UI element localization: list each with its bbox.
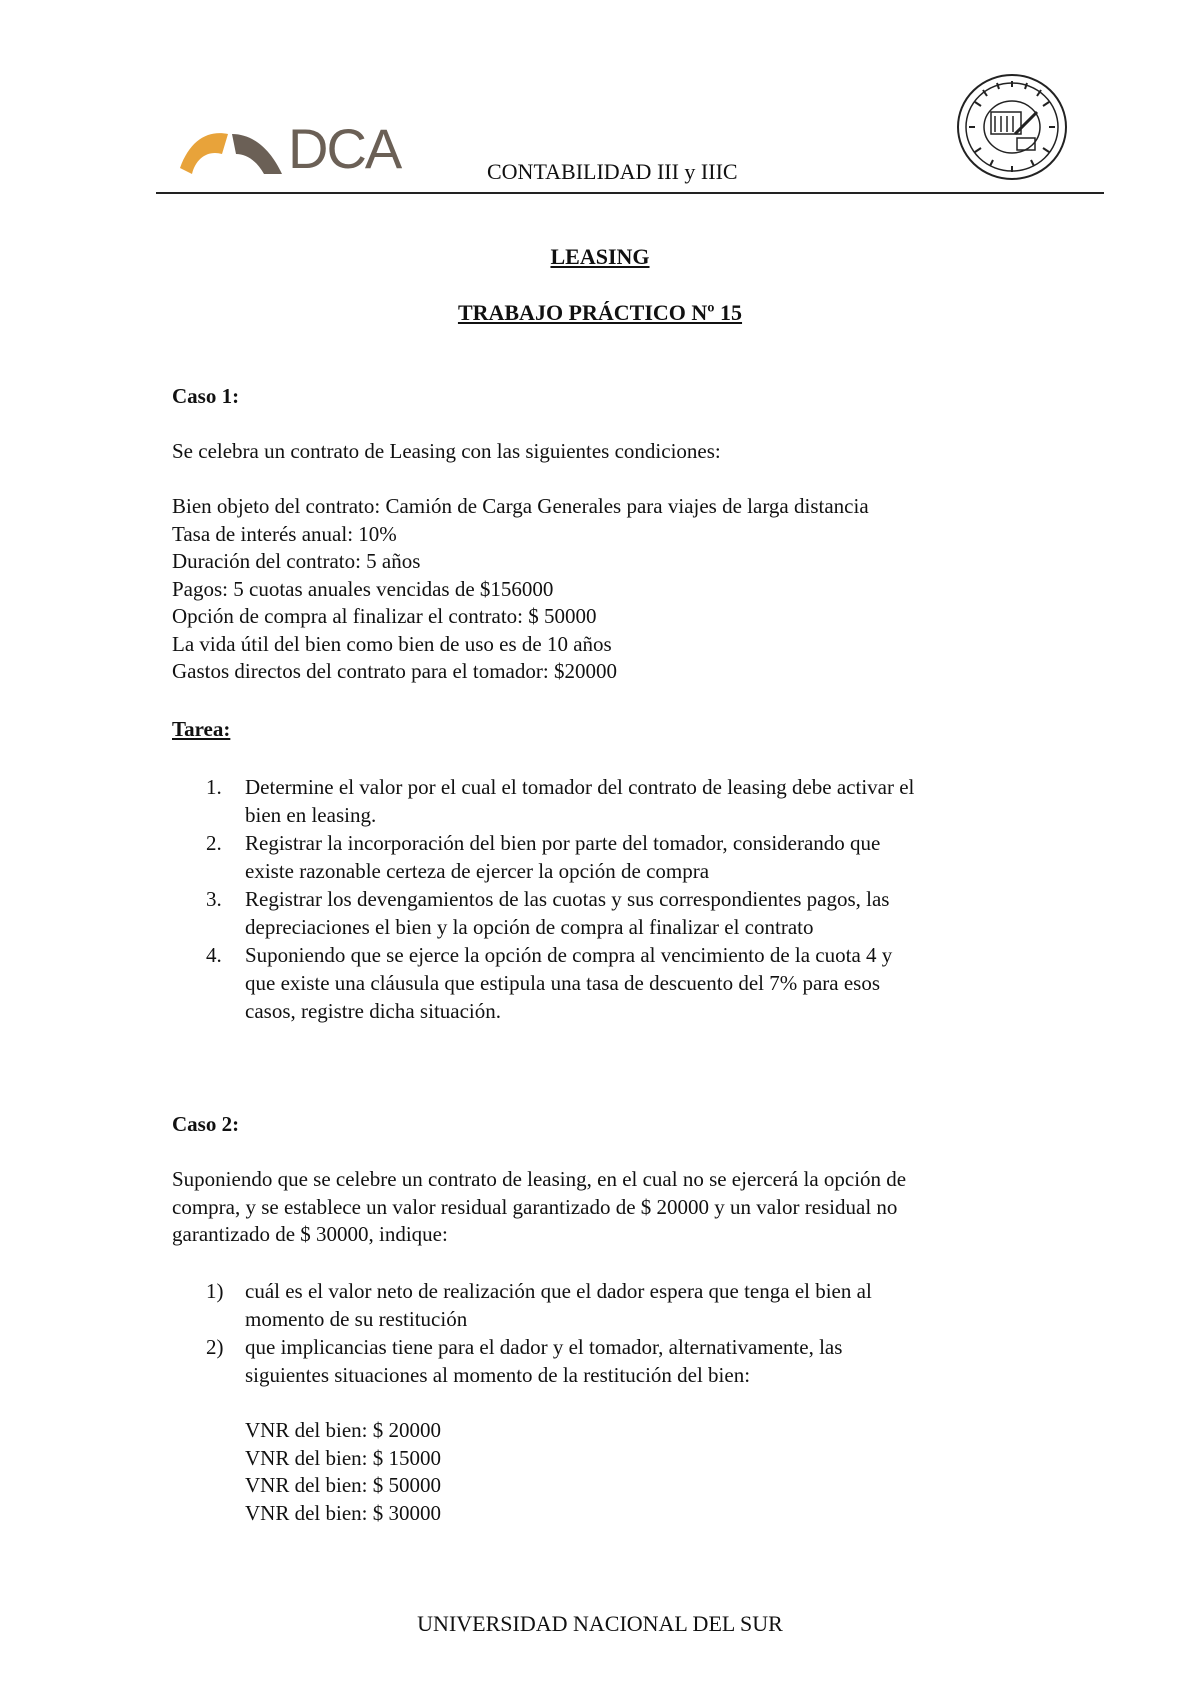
list-number: 1) [206, 1279, 224, 1303]
page-footer: UNIVERSIDAD NACIONAL DEL SUR [417, 1611, 783, 1636]
list-number: 3. [206, 887, 222, 911]
list-text: Registrar los devengamientos de las cuotas y sus correspondientes pagos, las [245, 887, 890, 911]
header-rule [156, 192, 1104, 194]
list-text: Registrar la incorporación del bien por parte del tomador, considerando que [245, 831, 881, 855]
list-text: siguientes situaciones al momento de la restitución del bien: [245, 1363, 751, 1387]
list-text: cuál es el valor neto de realización que el dador espera que tenga el bien al [245, 1279, 872, 1303]
page-title: LEASING [550, 244, 650, 269]
caso2-intro-line: Suponiendo que se celebre un contrato de leasing, en el cual no se ejercerá la opción de [172, 1167, 907, 1191]
tarea-heading: Tarea: [172, 717, 231, 741]
list-number: 1. [206, 775, 222, 799]
caso1-heading: Caso 1: [172, 384, 240, 408]
caso2-intro-line: compra, y se establece un valor residual garantizado de $ 20000 y un valor residual no [172, 1194, 898, 1219]
condition-line: Pagos: 5 cuotas anuales vencidas de $156000 [172, 576, 554, 601]
page-subtitle: TRABAJO PRÁCTICO Nº 15 [457, 300, 743, 325]
condition-line: Tasa de interés anual: 10% [172, 521, 397, 546]
university-seal-icon [955, 72, 1069, 182]
list-text: que implicancias tiene para el dador y el tomador, alternativamente, las [245, 1335, 843, 1359]
vnr-line: VNR del bien: $ 30000 [245, 1500, 441, 1525]
condition-line: La vida útil del bien como bien de uso es de 10 años [172, 631, 612, 656]
caso2-intro [172, 1166, 1042, 1249]
list-text: depreciaciones el bien y la opción de compra al finalizar el contrato [245, 915, 814, 939]
list-text: que existe una cláusula que estipula una tasa de descuento del 7% para esos [245, 971, 881, 995]
list-text: bien en leasing. [245, 803, 377, 827]
dca-logo-arcs [178, 118, 288, 180]
caso1-conditions [172, 493, 1042, 686]
list-text: Determine el valor por el cual el tomador del contrato de leasing debe activar el [245, 775, 915, 799]
list-text: existe razonable certeza de ejercer la opción de compra [245, 859, 710, 883]
list-text: momento de su restitución [245, 1307, 468, 1331]
logo-text: DCA [288, 117, 401, 180]
caso2-intro-line: garantizado de $ 30000, indique: [172, 1222, 448, 1246]
condition-line: Opción de compra al finalizar el contrato: $ 50000 [172, 604, 597, 628]
list-text: Suponiendo que se ejerce la opción de compra al vencimiento de la cuota 4 y [245, 943, 893, 967]
vnr-line: VNR del bien: $ 50000 [245, 1473, 441, 1497]
list-number: 2. [206, 831, 222, 855]
list-number: 2) [206, 1335, 224, 1359]
course-title: CONTABILIDAD III y IIIC [487, 159, 738, 184]
vnr-line: VNR del bien: $ 15000 [245, 1445, 441, 1470]
condition-line: Bien objeto del contrato: Camión de Carga Generales para viajes de larga distancia [172, 494, 869, 518]
list-number: 4. [206, 943, 222, 967]
caso1-intro: Se celebra un contrato de Leasing con las siguientes condiciones: [172, 439, 721, 463]
caso2-heading: Caso 2: [172, 1112, 240, 1136]
list-text: casos, registre dicha situación. [245, 999, 501, 1023]
condition-line: Gastos directos del contrato para el tomador: $20000 [172, 659, 617, 683]
vnr-list [245, 1417, 441, 1527]
condition-line: Duración del contrato: 5 años [172, 549, 421, 573]
vnr-line: VNR del bien: $ 20000 [245, 1418, 441, 1442]
